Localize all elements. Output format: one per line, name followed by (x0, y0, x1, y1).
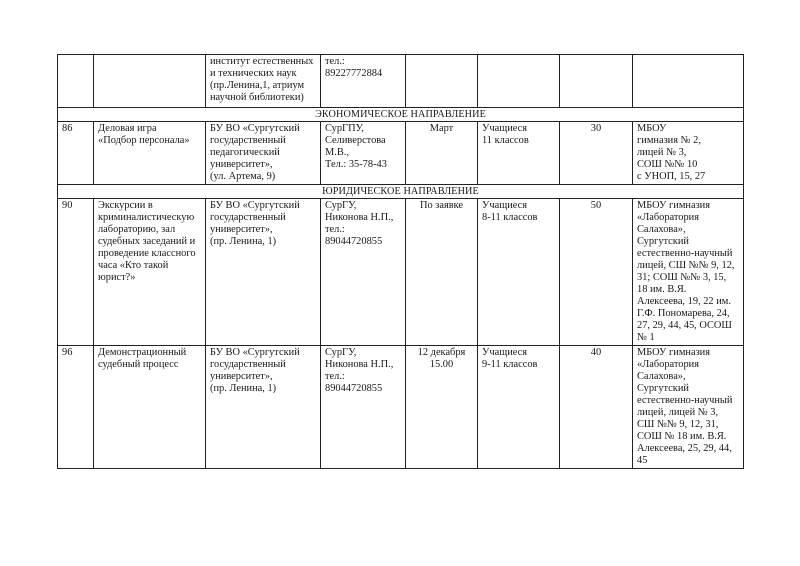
table-row (58, 55, 744, 108)
cell-date: Март (406, 122, 478, 185)
cell-num (58, 55, 94, 108)
events-table (57, 54, 744, 469)
cell-num: 86 (58, 122, 94, 185)
section-row (58, 108, 744, 122)
cell-participants: Учащиеся 9-11 классов (478, 346, 560, 469)
cell-contact: СурГУ, Никонова Н.П., тел.: 89044720855 (321, 199, 406, 346)
cell-num: 90 (58, 199, 94, 346)
cell-schools: МБОУ гимназия «Лаборатория Салахова», Сургутский естественно-научный лицей, лицей № 3, СШ №№ 9, 12, 31, СОШ № 18 им. В.Я. Алексеева, 25, 29, 44, 45 (633, 346, 744, 469)
cell-date: По заявке (406, 199, 478, 346)
table-row (58, 199, 744, 346)
section-row (58, 185, 744, 199)
cell-date (406, 55, 478, 108)
section-title: ЭКОНОМИЧЕСКОЕ НАПРАВЛЕНИЕ (58, 108, 744, 122)
cell-contact: тел.: 89227772884 (321, 55, 406, 108)
cell-participants (478, 55, 560, 108)
cell-event: Демонстрационный судебный процесс (94, 346, 206, 469)
cell-count: 40 (560, 346, 633, 469)
cell-contact: СурГУ, Никонова Н.П., тел.: 89044720855 (321, 346, 406, 469)
cell-num: 96 (58, 346, 94, 469)
cell-contact: СурГПУ, Селиверстова М.В., Тел.: 35-78-43 (321, 122, 406, 185)
cell-participants: Учащиеся 8-11 классов (478, 199, 560, 346)
cell-event: Экскурсии в криминалистическую лабораторию, зал судебных заседаний и проведение классного часа «Кто такой юрист?» (94, 199, 206, 346)
cell-schools (633, 55, 744, 108)
cell-date: 12 декабря 15.00 (406, 346, 478, 469)
cell-schools: МБОУ гимназия № 2, лицей № 3, СОШ №№ 10 с УНОП, 15, 27 (633, 122, 744, 185)
cell-venue: БУ ВО «Сургутский государственный университет», (пр. Ленина, 1) (206, 346, 321, 469)
cell-venue: институт естественных и технических наук (пр.Ленина,1, атриум научной библиотеки) (206, 55, 321, 108)
table-row (58, 122, 744, 185)
cell-event: Деловая игра «Подбор персонала» (94, 122, 206, 185)
table-row (58, 346, 744, 469)
cell-venue: БУ ВО «Сургутский государственный педагогический университет», (ул. Артема, 9) (206, 122, 321, 185)
section-title: ЮРИДИЧЕСКОЕ НАПРАВЛЕНИЕ (58, 185, 744, 199)
cell-participants: Учащиеся 11 классов (478, 122, 560, 185)
cell-schools: МБОУ гимназия «Лаборатория Салахова», Сургутский естественно-научный лицей, СШ №№ 9, 12, 31; СОШ №№ 3, 15, 18 им. В.Я. Алексеева, 19, 22 им. Г.Ф. Пономарева, 24, 27, 29, 44, 45, ОСОШ № 1 (633, 199, 744, 346)
cell-venue: БУ ВО «Сургутский государственный университет», (пр. Ленина, 1) (206, 199, 321, 346)
cell-count: 50 (560, 199, 633, 346)
cell-count (560, 55, 633, 108)
cell-event (94, 55, 206, 108)
cell-count: 30 (560, 122, 633, 185)
